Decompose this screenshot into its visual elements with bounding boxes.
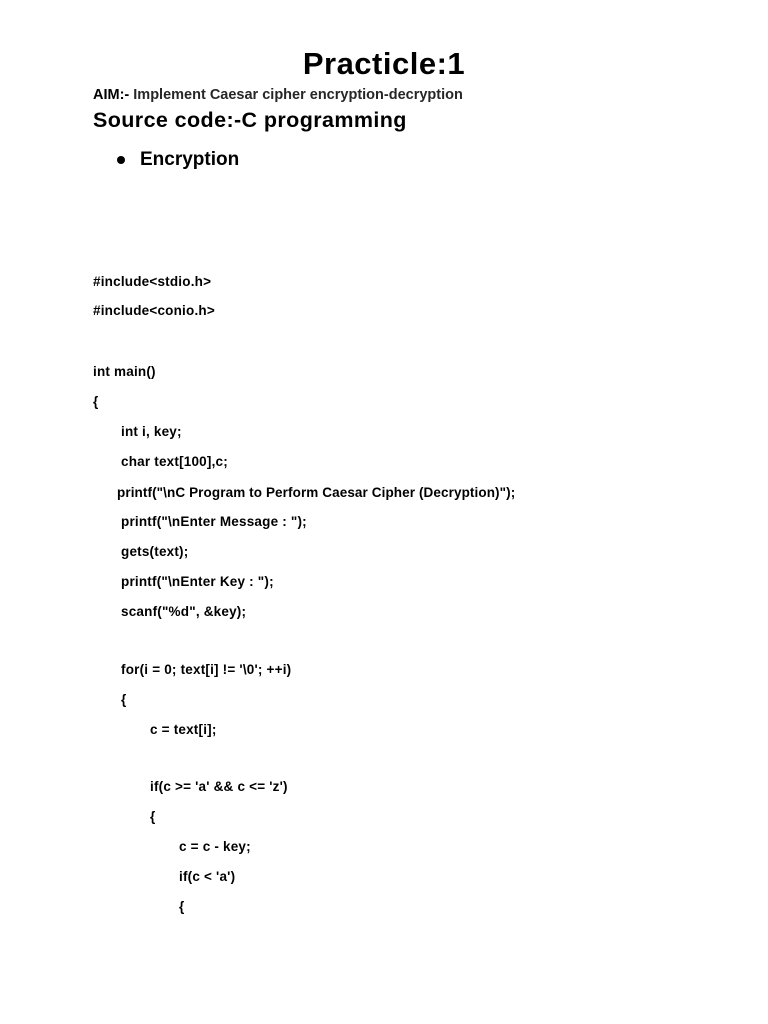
bullet-dot-icon <box>117 156 125 164</box>
bullet-item-encryption <box>117 146 239 174</box>
code-line: printf("\nC Program to Perform Caesar Cipher (Decryption)"); <box>117 485 516 500</box>
bullet-list <box>117 146 239 174</box>
aim-label: AIM:- <box>93 87 130 103</box>
code-line: { <box>93 394 99 409</box>
code-line: { <box>179 899 185 914</box>
code-line: char text[100],c; <box>121 454 228 469</box>
code-line: scanf("%d", &key); <box>121 604 247 619</box>
code-line: printf("\nEnter Message : "); <box>121 514 307 529</box>
code-line: { <box>121 692 127 707</box>
code-line: gets(text); <box>121 544 189 559</box>
code-line: if(c < 'a') <box>179 869 236 884</box>
code-line: for(i = 0; text[i] != '\0'; ++i) <box>121 662 292 677</box>
code-line: c = text[i]; <box>150 722 217 737</box>
aim-text: Implement Caesar cipher encryption-decryption <box>129 87 463 103</box>
source-code-heading: Source code:-C programming <box>93 108 407 132</box>
code-line: int main() <box>93 364 156 379</box>
code-line: printf("\nEnter Key : "); <box>121 574 274 589</box>
code-line: #include<stdio.h> <box>93 274 212 289</box>
code-line: if(c >= 'a' && c <= 'z') <box>150 779 288 794</box>
code-line: c = c - key; <box>179 839 251 854</box>
page-title: Practicle:1 <box>302 46 466 81</box>
code-line: int i, key; <box>121 424 182 439</box>
code-line: { <box>150 809 156 824</box>
bullet-label: Encryption <box>140 149 240 170</box>
aim-statement <box>93 86 463 104</box>
code-line: #include<conio.h> <box>93 303 215 318</box>
